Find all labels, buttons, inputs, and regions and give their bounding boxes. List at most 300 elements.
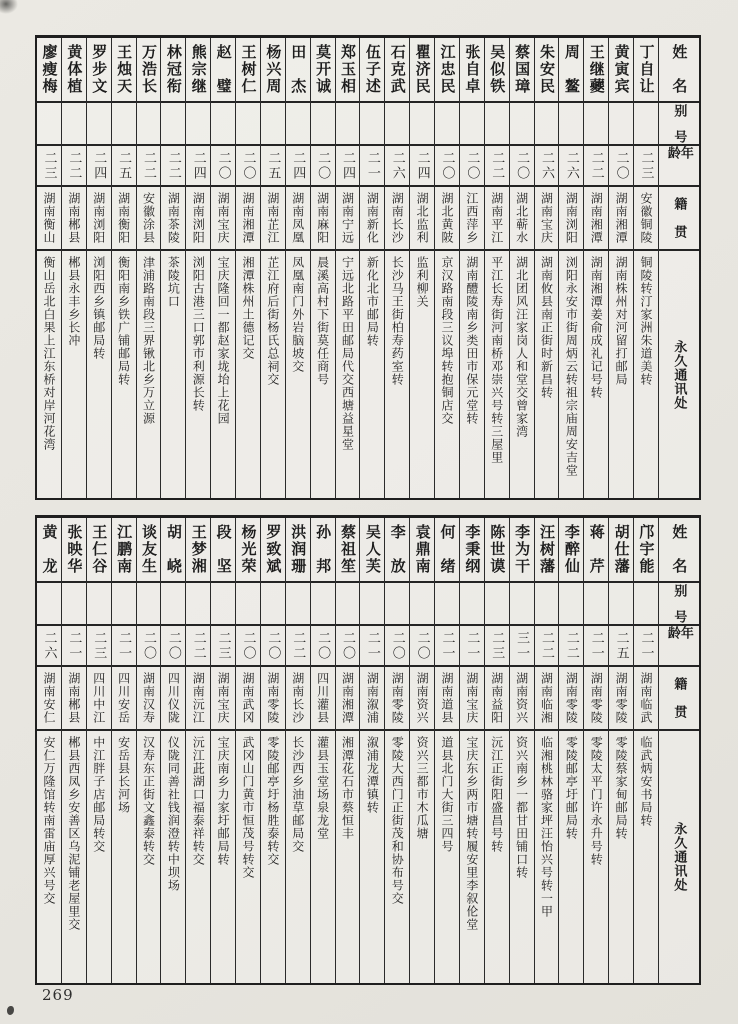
native-cell xyxy=(609,667,633,731)
entry-column xyxy=(186,518,211,983)
age-text: 二〇 xyxy=(240,630,256,661)
address-cell xyxy=(161,251,185,498)
address-text: 湖南醴陵南乡类田市保元堂转 xyxy=(464,256,479,425)
entry-column xyxy=(87,38,112,498)
native-text: 湖南零陵 xyxy=(265,672,280,724)
address-cell xyxy=(236,731,260,983)
address-text: 铜陵转汀家洲朱道美转 xyxy=(638,256,653,386)
name-cell xyxy=(137,518,161,583)
name-text: 石克武 xyxy=(388,44,407,95)
name-cell xyxy=(87,518,111,583)
address-cell xyxy=(410,731,434,983)
native-text: 湖南资兴 xyxy=(514,672,529,724)
age-cell xyxy=(161,626,185,667)
age-text: 二二 xyxy=(165,150,181,181)
age-cell xyxy=(460,146,484,187)
native-text: 湖南汉寿 xyxy=(141,672,156,724)
name-cell xyxy=(112,518,136,583)
address-text: 湖南湘潭姜俞成礼记号转 xyxy=(589,256,604,399)
native-cell xyxy=(336,187,360,251)
header-column xyxy=(659,38,699,498)
age-text: 二〇 xyxy=(265,630,281,661)
native-text: 湖南临湘 xyxy=(539,672,554,724)
name-cell xyxy=(37,38,61,103)
name-text: 李醉仙 xyxy=(562,524,581,575)
name-cell xyxy=(336,38,360,103)
name-cell xyxy=(87,38,111,103)
native-text: 湖南凤凰 xyxy=(290,192,305,244)
header-address-cell xyxy=(659,731,699,983)
address-text: 浏阳古港三口郭市利源长转 xyxy=(191,256,206,412)
name-text: 胡仕藩 xyxy=(612,524,631,575)
entry-column xyxy=(186,38,211,498)
name-cell xyxy=(186,518,210,583)
native-cell xyxy=(634,187,658,251)
name-text: 王仁谷 xyxy=(90,524,109,575)
alias-cell xyxy=(510,103,534,146)
address-cell xyxy=(87,251,111,498)
native-text: 湖南宝庆 xyxy=(216,672,231,724)
address-cell xyxy=(211,731,235,983)
header-native-label: 籍 贯 xyxy=(671,677,687,719)
address-cell xyxy=(435,251,459,498)
name-text: 赵 璧 xyxy=(214,44,233,95)
age-cell xyxy=(186,626,210,667)
native-cell xyxy=(435,667,459,731)
native-text: 安徽涂县 xyxy=(141,192,156,244)
native-cell xyxy=(236,667,260,731)
alias-cell xyxy=(62,103,86,146)
age-text: 二一 xyxy=(364,630,380,661)
address-text: 茶陵坑口 xyxy=(166,256,181,308)
entry-column xyxy=(634,518,659,983)
address-cell xyxy=(385,731,409,983)
address-cell xyxy=(336,251,360,498)
entry-column xyxy=(311,38,336,498)
header-alias-cell xyxy=(659,583,699,626)
entry-column xyxy=(62,518,87,983)
age-cell xyxy=(137,626,161,667)
native-cell xyxy=(161,667,185,731)
age-cell xyxy=(410,146,434,187)
entry-column xyxy=(559,38,584,498)
alias-cell xyxy=(559,103,583,146)
name-cell xyxy=(211,518,235,583)
age-cell xyxy=(559,146,583,187)
address-text: 零陵邮亭圩邮局转 xyxy=(564,736,579,840)
name-text: 王烛天 xyxy=(115,44,134,95)
entry-column xyxy=(236,38,261,498)
native-cell xyxy=(634,667,658,731)
entry-column xyxy=(360,38,385,498)
alias-cell xyxy=(87,583,111,626)
address-text: 监利柳关 xyxy=(415,256,430,308)
address-text: 资兴三都市木瓜塘 xyxy=(415,736,430,840)
directory-table-top xyxy=(35,35,701,500)
age-cell xyxy=(236,146,260,187)
address-cell xyxy=(336,731,360,983)
address-cell xyxy=(311,251,335,498)
alias-cell xyxy=(87,103,111,146)
age-text: 二三 xyxy=(489,630,505,661)
age-cell xyxy=(510,626,534,667)
scan-speck xyxy=(7,1006,14,1015)
entry-column xyxy=(485,38,510,498)
entry-column xyxy=(137,38,162,498)
address-cell xyxy=(485,731,509,983)
name-text: 丁自让 xyxy=(637,44,656,95)
native-cell xyxy=(435,187,459,251)
alias-cell xyxy=(261,583,285,626)
entry-column xyxy=(634,38,659,498)
address-cell xyxy=(460,251,484,498)
age-cell xyxy=(211,626,235,667)
age-text: 二三 xyxy=(91,630,107,661)
header-native-cell xyxy=(659,187,699,251)
address-cell xyxy=(286,731,310,983)
age-text: 二一 xyxy=(588,630,604,661)
age-text: 二二 xyxy=(588,150,604,181)
address-cell xyxy=(360,731,384,983)
name-text: 胡 峣 xyxy=(164,524,183,575)
age-text: 二一 xyxy=(66,630,82,661)
alias-cell xyxy=(236,103,260,146)
native-text: 湖南宁远 xyxy=(340,192,355,244)
age-cell xyxy=(112,626,136,667)
age-text: 二五 xyxy=(265,150,281,181)
native-text: 湖南麻阳 xyxy=(315,192,330,244)
alias-cell xyxy=(385,583,409,626)
age-cell xyxy=(186,146,210,187)
address-cell xyxy=(112,731,136,983)
name-text: 莫开诚 xyxy=(314,44,333,95)
name-text: 吴人芙 xyxy=(363,524,382,575)
address-text: 宝庆东乡两市塘转履安里李叙伦堂 xyxy=(464,736,479,931)
native-cell xyxy=(360,667,384,731)
entry-column xyxy=(609,518,634,983)
name-text: 孙 邦 xyxy=(314,524,333,575)
age-cell xyxy=(535,146,559,187)
age-text: 二二 xyxy=(538,630,554,661)
native-cell xyxy=(37,187,61,251)
entry-column xyxy=(311,518,336,983)
name-cell xyxy=(286,38,310,103)
entry-column xyxy=(37,38,62,498)
alias-cell xyxy=(485,583,509,626)
entry-column xyxy=(261,518,286,983)
entry-column xyxy=(161,518,186,983)
entry-column xyxy=(261,38,286,498)
alias-cell xyxy=(584,103,608,146)
address-cell xyxy=(62,251,86,498)
age-cell xyxy=(87,626,111,667)
address-cell xyxy=(261,251,285,498)
age-text: 二一 xyxy=(638,630,654,661)
age-cell xyxy=(137,146,161,187)
address-cell xyxy=(634,731,658,983)
alias-cell xyxy=(410,583,434,626)
name-text: 朱安民 xyxy=(537,44,556,95)
alias-cell xyxy=(559,583,583,626)
alias-cell xyxy=(485,103,509,146)
address-text: 凤凰南门外岩脑坡交 xyxy=(290,256,305,373)
age-cell xyxy=(311,626,335,667)
alias-cell xyxy=(311,103,335,146)
alias-cell xyxy=(435,583,459,626)
entry-column xyxy=(37,518,62,983)
address-cell xyxy=(634,251,658,498)
name-cell xyxy=(161,518,185,583)
name-text: 江鹏南 xyxy=(115,524,134,575)
address-cell xyxy=(261,731,285,983)
age-cell xyxy=(435,146,459,187)
age-text: 二四 xyxy=(339,150,355,181)
age-text: 二〇 xyxy=(315,150,331,181)
native-cell xyxy=(87,187,111,251)
address-cell xyxy=(460,731,484,983)
native-cell xyxy=(559,187,583,251)
entry-column xyxy=(410,518,435,983)
age-text: 二二 xyxy=(489,150,505,181)
age-text: 二三 xyxy=(638,150,654,181)
address-text: 资兴南乡一都甘田铺口转 xyxy=(514,736,529,879)
native-cell xyxy=(510,187,534,251)
name-cell xyxy=(609,38,633,103)
alias-cell xyxy=(211,583,235,626)
age-cell xyxy=(559,626,583,667)
age-text: 二〇 xyxy=(464,150,480,181)
address-text: 郴县西凤乡安善区乌泥铺老屋里交 xyxy=(66,736,81,931)
address-cell xyxy=(137,731,161,983)
native-text: 湖南资兴 xyxy=(415,672,430,724)
address-cell xyxy=(435,731,459,983)
native-text: 湖南茶陵 xyxy=(166,192,181,244)
native-text: 湖南安仁 xyxy=(41,672,56,724)
address-text: 武冈山门黄市恒茂号转交 xyxy=(240,736,255,879)
native-cell xyxy=(460,667,484,731)
address-cell xyxy=(535,251,559,498)
native-text: 湖南零陵 xyxy=(614,672,629,724)
native-text: 湖南道县 xyxy=(439,672,454,724)
age-text: 二四 xyxy=(414,150,430,181)
alias-cell xyxy=(261,103,285,146)
alias-cell xyxy=(460,583,484,626)
entry-column xyxy=(62,38,87,498)
age-text: 二〇 xyxy=(389,630,405,661)
address-text: 安仁万隆馆转南雷庙厚兴号交 xyxy=(41,736,56,905)
address-cell xyxy=(510,731,534,983)
age-cell xyxy=(161,146,185,187)
entry-column xyxy=(510,518,535,983)
name-cell xyxy=(385,38,409,103)
alias-cell xyxy=(37,103,61,146)
native-text: 湖南零陵 xyxy=(390,672,405,724)
name-cell xyxy=(261,38,285,103)
address-cell xyxy=(137,251,161,498)
address-text: 零陵邮亭圩杨胜泰转交 xyxy=(265,736,280,866)
alias-cell xyxy=(360,583,384,626)
native-cell xyxy=(485,187,509,251)
native-text: 湖南益阳 xyxy=(489,672,504,724)
native-text: 江西萍乡 xyxy=(464,192,479,244)
name-cell xyxy=(360,518,384,583)
age-text: 二四 xyxy=(290,150,306,181)
native-text: 湖南平江 xyxy=(489,192,504,244)
name-text: 陈世谟 xyxy=(488,524,507,575)
age-text: 三一 xyxy=(514,630,530,661)
address-cell xyxy=(385,251,409,498)
address-cell xyxy=(37,251,61,498)
address-text: 沅江正街阳盛昌号转 xyxy=(489,736,504,853)
directory-table-bottom xyxy=(35,515,701,985)
entry-column xyxy=(360,518,385,983)
native-text: 湖南衡山 xyxy=(41,192,56,244)
name-cell xyxy=(584,38,608,103)
address-text: 浏阳西乡镇邮局转 xyxy=(91,256,106,360)
alias-cell xyxy=(435,103,459,146)
alias-cell xyxy=(112,583,136,626)
name-text: 洪润珊 xyxy=(289,524,308,575)
entry-column xyxy=(584,38,609,498)
address-cell xyxy=(87,731,111,983)
name-text: 熊宗继 xyxy=(189,44,208,95)
age-cell xyxy=(460,626,484,667)
native-text: 安徽铜陵 xyxy=(638,192,653,244)
address-cell xyxy=(559,731,583,983)
name-text: 张自卓 xyxy=(463,44,482,95)
native-cell xyxy=(137,667,161,731)
age-cell xyxy=(485,626,509,667)
alias-cell xyxy=(137,583,161,626)
age-cell xyxy=(87,146,111,187)
entry-column xyxy=(435,38,460,498)
age-cell xyxy=(410,626,434,667)
age-cell xyxy=(485,146,509,187)
entry-column xyxy=(236,518,261,983)
age-cell xyxy=(311,146,335,187)
address-text: 京汉路南段三议埠转抱铜店交 xyxy=(439,256,454,425)
age-cell xyxy=(634,146,658,187)
native-cell xyxy=(485,667,509,731)
name-text: 江忠民 xyxy=(438,44,457,95)
native-cell xyxy=(261,187,285,251)
header-address-label: 永久通讯处 xyxy=(671,822,687,892)
alias-cell xyxy=(236,583,260,626)
name-text: 黄 龙 xyxy=(40,524,59,575)
native-cell xyxy=(609,187,633,251)
entry-column xyxy=(336,38,361,498)
native-text: 四川灌县 xyxy=(315,672,330,724)
name-text: 伍子述 xyxy=(363,44,382,95)
address-text: 宝庆南乡力家圩邮局转 xyxy=(216,736,231,866)
age-cell xyxy=(286,626,310,667)
header-name-cell xyxy=(659,38,699,103)
name-cell xyxy=(37,518,61,583)
age-cell xyxy=(385,626,409,667)
name-cell xyxy=(311,38,335,103)
address-text: 零陵蔡家甸邮局转 xyxy=(614,736,629,840)
native-text: 四川安岳 xyxy=(116,672,131,724)
address-cell xyxy=(186,251,210,498)
name-text: 万浩长 xyxy=(139,44,158,95)
name-cell xyxy=(161,38,185,103)
name-cell xyxy=(410,38,434,103)
entry-column xyxy=(410,38,435,498)
name-text: 周 鳌 xyxy=(562,44,581,95)
native-cell xyxy=(336,667,360,731)
alias-cell xyxy=(211,103,235,146)
address-cell xyxy=(236,251,260,498)
native-cell xyxy=(535,187,559,251)
header-column xyxy=(659,518,699,983)
native-cell xyxy=(286,187,310,251)
native-cell xyxy=(211,667,235,731)
alias-cell xyxy=(510,583,534,626)
address-cell xyxy=(211,251,235,498)
address-cell xyxy=(186,731,210,983)
header-alias-label: 别 号 xyxy=(671,104,687,143)
address-cell xyxy=(112,251,136,498)
address-text: 中江胖子店邮局转交 xyxy=(91,736,106,853)
native-cell xyxy=(186,667,210,731)
name-text: 李为干 xyxy=(513,524,532,575)
name-text: 郑玉相 xyxy=(338,44,357,95)
native-text: 湖南湘潭 xyxy=(614,192,629,244)
alias-cell xyxy=(161,103,185,146)
name-cell xyxy=(112,38,136,103)
age-text: 二二 xyxy=(190,630,206,661)
age-text: 二二 xyxy=(66,150,82,181)
native-text: 湖北监利 xyxy=(415,192,430,244)
name-cell xyxy=(336,518,360,583)
native-text: 湖南溆浦 xyxy=(365,672,380,724)
name-cell xyxy=(311,518,335,583)
age-text: 二六 xyxy=(389,150,405,181)
native-cell xyxy=(584,187,608,251)
native-cell xyxy=(311,187,335,251)
native-cell xyxy=(559,667,583,731)
age-text: 二一 xyxy=(116,630,132,661)
age-text: 二一 xyxy=(439,630,455,661)
address-text: 浏阳永安市街周炳云转祖宗庙周安吉堂 xyxy=(564,256,579,477)
native-cell xyxy=(535,667,559,731)
age-text: 二三 xyxy=(41,150,57,181)
native-text: 湖南芷江 xyxy=(265,192,280,244)
entry-column xyxy=(510,38,535,498)
name-text: 张映华 xyxy=(65,524,84,575)
address-text: 长沙西乡油草邮局交 xyxy=(290,736,305,853)
name-cell xyxy=(410,518,434,583)
address-cell xyxy=(286,251,310,498)
alias-cell xyxy=(311,583,335,626)
name-text: 何 绪 xyxy=(438,524,457,575)
age-text: 二六 xyxy=(563,150,579,181)
alias-cell xyxy=(161,583,185,626)
age-text: 二〇 xyxy=(613,150,629,181)
alias-cell xyxy=(360,103,384,146)
address-cell xyxy=(410,251,434,498)
alias-cell xyxy=(634,583,658,626)
age-cell xyxy=(261,146,285,187)
entry-column xyxy=(211,518,236,983)
name-cell xyxy=(62,518,86,583)
name-cell xyxy=(485,518,509,583)
address-text: 长沙马王街柏寿药室转 xyxy=(390,256,405,386)
native-text: 湖南零陵 xyxy=(564,672,579,724)
header-age-cell xyxy=(659,626,699,667)
age-text: 二〇 xyxy=(514,150,530,181)
native-text: 湖南浏阳 xyxy=(91,192,106,244)
